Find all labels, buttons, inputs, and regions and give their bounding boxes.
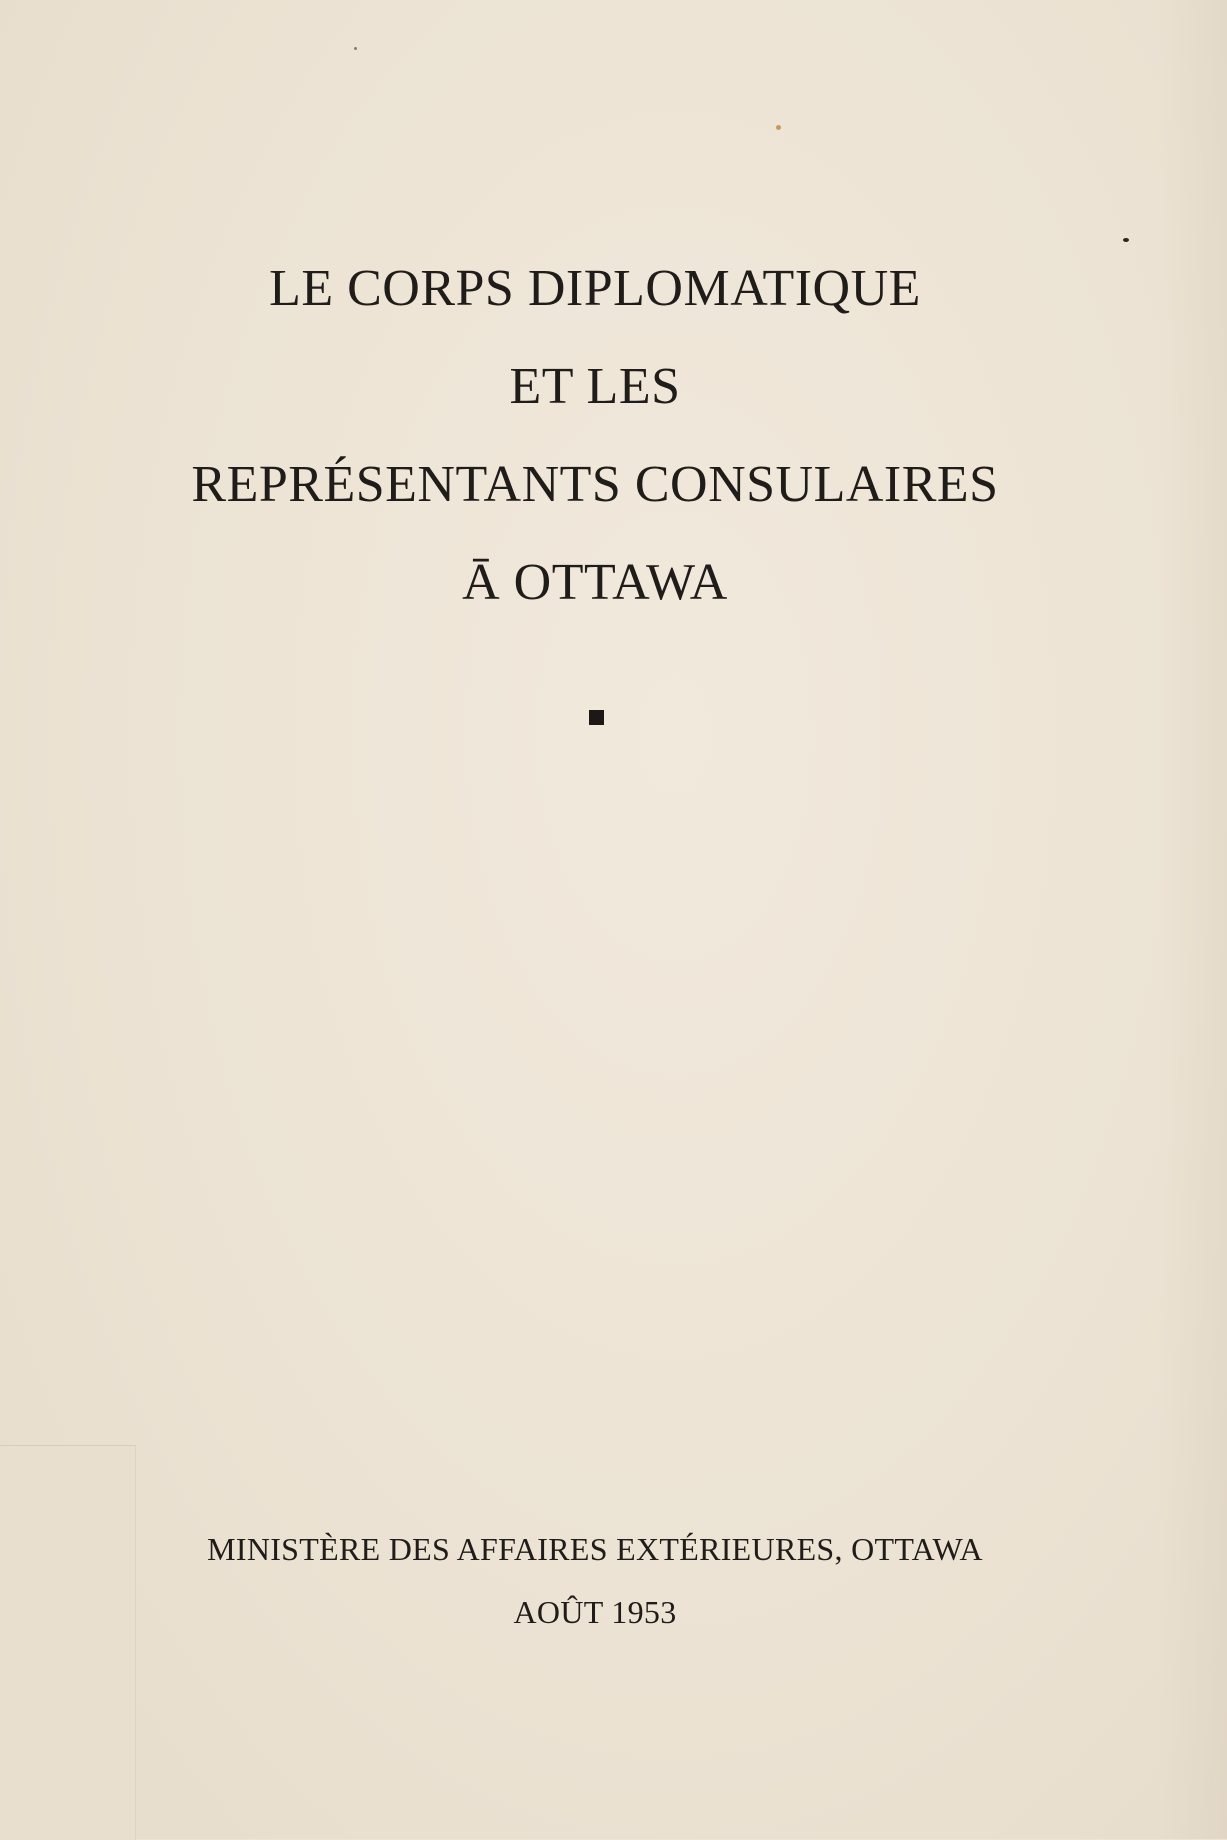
paper-speck — [354, 47, 357, 50]
title-line-3: REPRÉSENTANTS CONSULAIRES — [191, 456, 999, 513]
title-line-1: LE CORPS DIPLOMATIQUE — [269, 260, 921, 317]
title-line-2: ET LES — [509, 358, 681, 415]
document-title — [0, 240, 1190, 632]
publication-date: AOÛT 1953 — [513, 1594, 677, 1630]
publisher-line: MINISTÈRE DES AFFAIRES EXTÉRIEURES, OTTAWA — [207, 1531, 983, 1567]
square-ornament-icon — [589, 710, 604, 725]
title-line-4: Ā OTTAWA — [462, 554, 728, 611]
publication-info — [0, 1518, 1190, 1644]
paper-speck — [776, 125, 781, 130]
